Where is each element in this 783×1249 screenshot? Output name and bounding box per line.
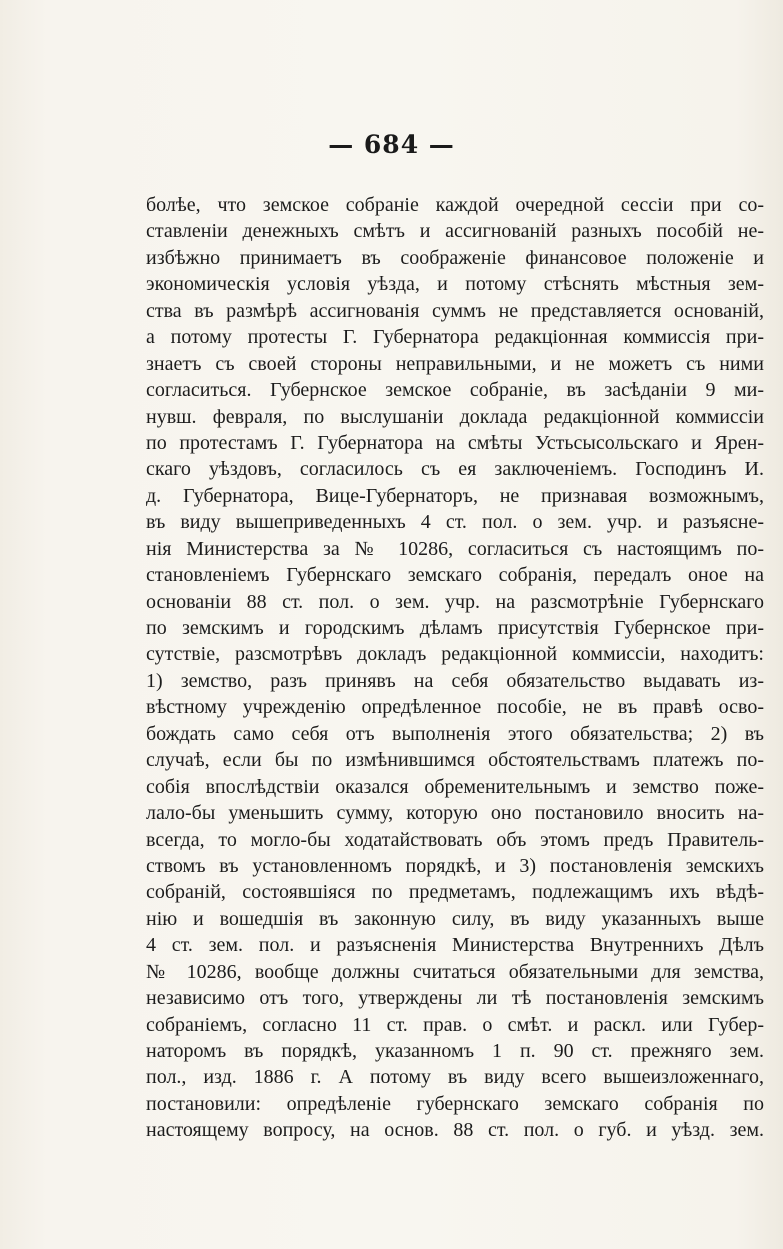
text-line: пол., изд. 1886 г. А потому въ виду всего вышеизложеннаго, (146, 1066, 764, 1089)
text-line: № 10286, вообще должны считаться обязательными для земства, (146, 960, 764, 983)
text-line: скаго уѣздовъ, согласилось съ ея заключеніемъ. Господинъ И. (146, 458, 764, 481)
text-line: согласиться. Губернское земское собраніе, въ засѣданіи 9 ми- (146, 379, 764, 402)
text-line: наторомъ въ порядкѣ, указанномъ 1 п. 90 ст. прежняго зем. (146, 1040, 764, 1062)
text-line: ства въ размѣрѣ ассигнованія суммъ не представляется основаній, (146, 299, 764, 322)
text-line: собія впослѣдствіи оказался обременительнымъ и земство поже- (146, 775, 764, 798)
text-line: постановили: опредѣленіе губернскаго земскаго собранія по (146, 1092, 764, 1115)
text-line: собраніемъ, согласно 11 ст. прав. о смѣт. и раскл. или Губер- (146, 1013, 764, 1036)
text-line: д. Губернатора, Вице-Губернаторъ, не признавая возможнымъ, (146, 484, 764, 507)
text-line: случаѣ, если бы по измѣнившимся обстоятельствамъ платежъ по- (146, 749, 764, 772)
text-line: въ виду вышеприведенныхъ 4 ст. пол. о зем. учр. и разъясне- (146, 511, 764, 534)
text-line: нію и вошедшія въ законную силу, въ виду указанныхъ выше (146, 907, 764, 930)
body-text (146, 192, 764, 1144)
text-line: экономическія условія уѣзда, и потому стѣснять мѣстныя зем- (146, 273, 764, 296)
text-line: сутствіе, разсмотрѣвъ докладъ редакціонной коммиссіи, находитъ: (146, 643, 764, 666)
text-line: нувш. февраля, по выслушаніи доклада редакціонной коммиссіи (146, 405, 764, 428)
text-line: вѣстному учрежденію опредѣленное пособіе, не въ правѣ осво- (146, 696, 764, 719)
text-line: ствомъ въ установленномъ порядкѣ, и 3) постановленія земскихъ (146, 854, 764, 877)
text-line: бождать само себя отъ выполненія этого обязательства; 2) въ (146, 722, 764, 745)
text-line: независимо отъ того, утверждены ли тѣ постановленія земскимъ (146, 987, 764, 1010)
text-line: нія Министерства за № 10286, согласиться съ настоящимъ по- (146, 537, 764, 560)
text-line: 4 ст. зем. пол. и разъясненія Министерства Внутреннихъ Дѣлъ (146, 934, 764, 957)
text-line: собраній, состоявшіяся по предметамъ, подлежащимъ ихъ вѣдѣ- (146, 881, 764, 904)
text-line: а потому протесты Г. Губернатора редакціонная коммиссія при- (146, 326, 764, 349)
text-line: по земскимъ и городскимъ дѣламъ присутствія Губернское при- (146, 617, 764, 639)
text-line: избѣжно принимаетъ въ соображеніе финансовое положеніе и (146, 246, 764, 269)
text-line: по протестамъ Г. Губернатора на смѣты Устьсысольскаго и Ярен- (146, 431, 764, 454)
text-line: настоящему вопросу, на основ. 88 ст. пол. о губ. и уѣзд. зем. (146, 1119, 764, 1142)
text-line: болѣе, что земское собраніе каждой очередной сессіи при со- (146, 194, 764, 216)
text-line: ставленіи денежныхъ смѣтъ и ассигнованій разныхъ пособій не- (146, 220, 764, 243)
text-line: 1) земство, разъ принявъ на себя обязательство выдавать из- (146, 669, 764, 692)
text-line: основаніи 88 ст. пол. о зем. учр. на разсмотрѣніе Губернскаго (146, 590, 764, 613)
text-line: становленіемъ Губернскаго земскаго собранія, передалъ оное на (146, 564, 764, 587)
text-line: всегда, то могло-бы ходатайствовать объ этомъ предъ Правитель- (146, 828, 764, 851)
page-number: — 684 — (328, 130, 455, 159)
text-line: лало-бы уменьшить сумму, которую оно постановило вносить на- (146, 802, 764, 825)
text-line: знаетъ съ своей стороны неправильными, и не можетъ съ ними (146, 352, 764, 375)
